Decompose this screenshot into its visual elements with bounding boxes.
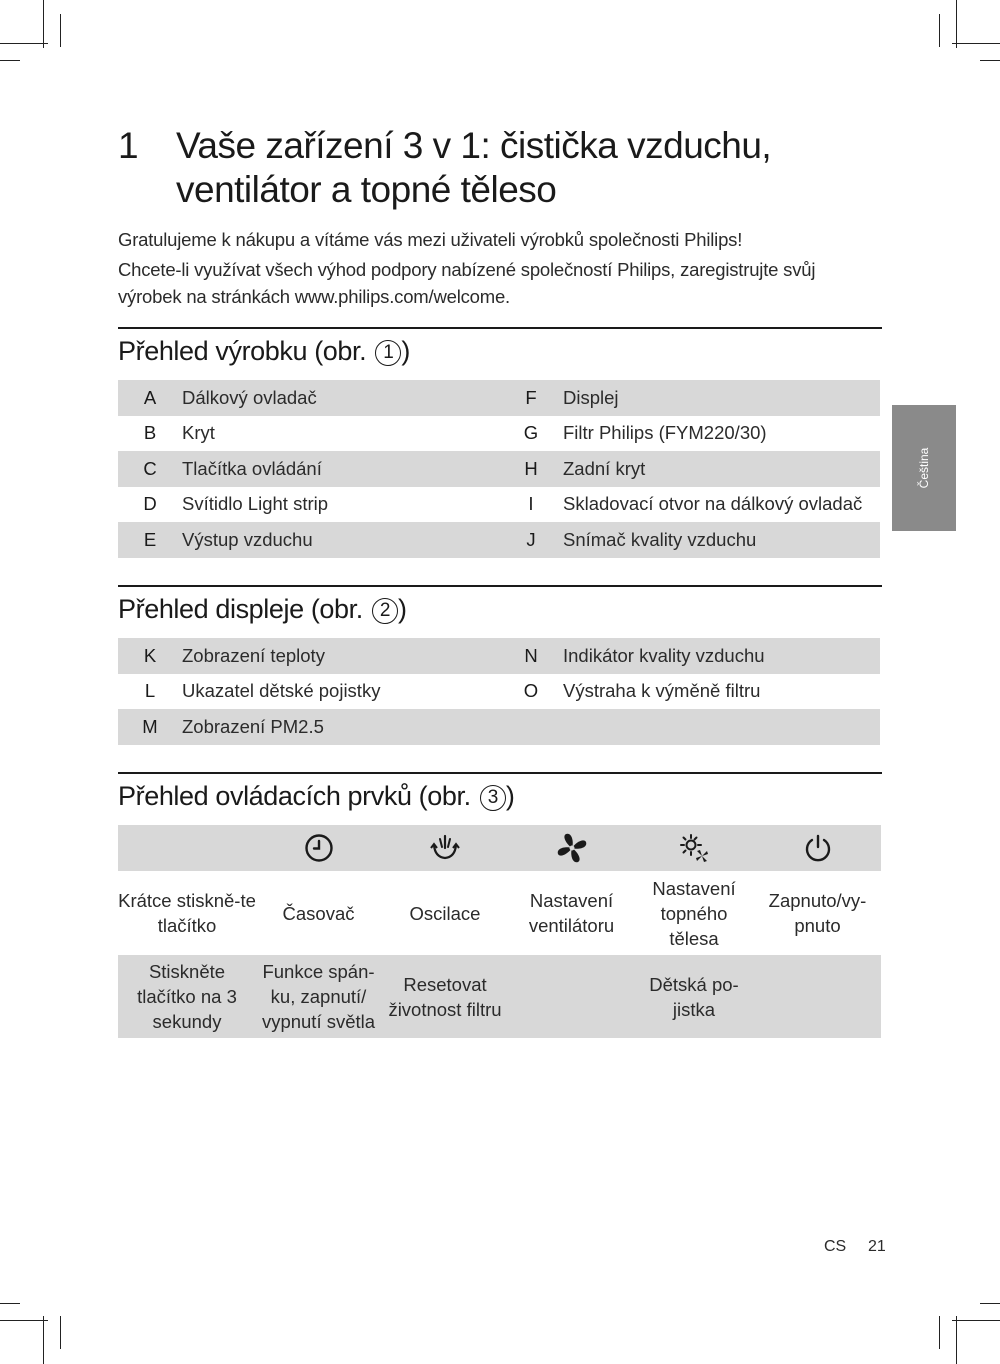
page-number: 21 (868, 1238, 886, 1255)
display-overview-title (118, 589, 407, 629)
controls-table (118, 825, 881, 1038)
controls-overview-title (118, 776, 514, 816)
timer-label: Časovač (282, 902, 355, 924)
heater-icon (634, 825, 754, 871)
part-key: A (118, 380, 182, 416)
part-key: M (118, 709, 182, 745)
power-label: Zapnuto/vy-pnuto (768, 890, 867, 936)
table-row (118, 638, 880, 674)
table-row (118, 522, 880, 558)
figure-number-badge: 2 (372, 598, 398, 624)
part-key: K (118, 638, 182, 674)
short-press-label: Krátce stiskně-te tlačítko (118, 890, 256, 936)
part-name: Ukazatel dětské pojistky (182, 680, 381, 702)
section-rule (118, 772, 882, 774)
part-key: B (143, 422, 157, 444)
part-key: F (499, 380, 563, 416)
heater-setting-label: Nastavení topného tělesa (652, 877, 736, 949)
display-parts-table (118, 638, 880, 745)
oscillation-icon (381, 825, 509, 871)
part-name: Indikátor kvality vzduchu (563, 638, 880, 674)
timer-hold-label: Funkce spán-ku, zapnutí/ vypnutí světla (256, 955, 381, 1038)
long-press-label: Stiskněte tlačítko na 3 sekundy (118, 955, 256, 1038)
part-key: L (144, 680, 156, 702)
power-icon (754, 825, 881, 871)
part-name: Dálkový ovladač (182, 380, 499, 416)
fan-setting-label: Nastavení ventilátoru (528, 890, 615, 936)
intro-paragraph-2: Chcete-li využívat všech výhod podpory nabízené společností Philips, zaregistrujte svůj výrobek na stránkách www.philips.com/welcome. (118, 259, 816, 307)
crop-mark (939, 14, 940, 47)
table-row (118, 674, 880, 710)
product-overview-title-text: Přehled výrobku (obr. (118, 336, 367, 366)
language-tab (892, 405, 956, 531)
footer-language: CS (824, 1238, 847, 1255)
title-close-paren: ) (397, 594, 407, 624)
part-key: E (118, 522, 182, 558)
part-key: I (528, 493, 534, 515)
part-key: D (143, 493, 157, 515)
part-key: H (499, 451, 563, 487)
table-row (118, 955, 881, 1038)
title-close-paren: ) (505, 781, 515, 811)
part-name: Zadní kryt (563, 451, 880, 487)
part-key (499, 709, 563, 745)
part-key: G (523, 422, 539, 444)
chapter-title: Vaše zařízení 3 v 1: čistička vzduchu, ventilátor a topné těleso (176, 125, 772, 210)
table-row (118, 416, 880, 452)
part-name (563, 709, 880, 745)
part-name: Svítidlo Light strip (182, 493, 329, 515)
part-name: Filtr Philips (FYM220/30) (563, 422, 767, 444)
table-row (118, 825, 881, 871)
crop-mark (980, 60, 1000, 61)
part-name: Zobrazení teploty (182, 638, 499, 674)
part-name: Displej (563, 380, 880, 416)
part-key: O (523, 680, 539, 702)
part-name: Výstraha k výměně filtru (563, 680, 761, 702)
oscillation-label: Oscilace (409, 902, 481, 924)
part-key: J (499, 522, 563, 558)
power-hold-label (754, 955, 881, 1038)
section-rule (118, 327, 882, 329)
display-overview-title-text: Přehled displeje (obr. (118, 594, 363, 624)
crop-mark (980, 1303, 1000, 1304)
table-row (118, 709, 880, 745)
section-rule (118, 585, 882, 587)
title-close-paren: ) (401, 336, 410, 366)
intro-paragraph-1: Gratulujeme k nákupu a vítáme vás mezi uživateli výrobků společnosti Philips! (118, 229, 743, 250)
part-name: Tlačítka ovládání (182, 451, 499, 487)
table-row (118, 871, 881, 955)
part-key: C (118, 451, 182, 487)
crop-mark (43, 0, 44, 48)
empty-cell (118, 825, 256, 871)
product-parts-table (118, 380, 880, 558)
part-name: Kryt (182, 422, 215, 444)
crop-mark (956, 0, 957, 48)
table-row (118, 380, 880, 416)
part-name: Snímač kvality vzduchu (563, 522, 880, 558)
figure-number-badge: 1 (375, 340, 401, 366)
crop-mark (939, 1316, 940, 1349)
crop-mark (0, 1320, 48, 1321)
crop-mark (60, 14, 61, 47)
part-name: Výstup vzduchu (182, 522, 499, 558)
timer-icon (256, 825, 381, 871)
product-overview-title (118, 331, 410, 371)
crop-mark (0, 60, 20, 61)
language-tab-label: Čeština (917, 447, 931, 489)
chapter-number: 1 (118, 125, 139, 166)
crop-mark (0, 1303, 20, 1304)
part-name: Zobrazení PM2.5 (182, 709, 499, 745)
table-row (118, 487, 880, 523)
crop-mark (60, 1316, 61, 1349)
oscillation-hold-label: Resetovat životnost filtru (381, 955, 509, 1038)
crop-mark (952, 1320, 1000, 1321)
part-key: N (499, 638, 563, 674)
crop-mark (956, 1316, 957, 1364)
crop-mark (43, 1316, 44, 1364)
heater-hold-label: Dětská po-jistka (634, 955, 754, 1038)
figure-number-badge: 3 (480, 785, 506, 811)
fan-hold-label (509, 955, 634, 1038)
crop-mark (952, 43, 1000, 44)
fan-icon (509, 825, 634, 871)
table-row (118, 451, 880, 487)
controls-overview-title-text: Přehled ovládacích prvků (obr. (118, 781, 471, 811)
crop-mark (0, 43, 48, 44)
chapter-heading (118, 124, 888, 212)
part-name: Skladovací otvor na dálkový ovladač (563, 493, 863, 515)
